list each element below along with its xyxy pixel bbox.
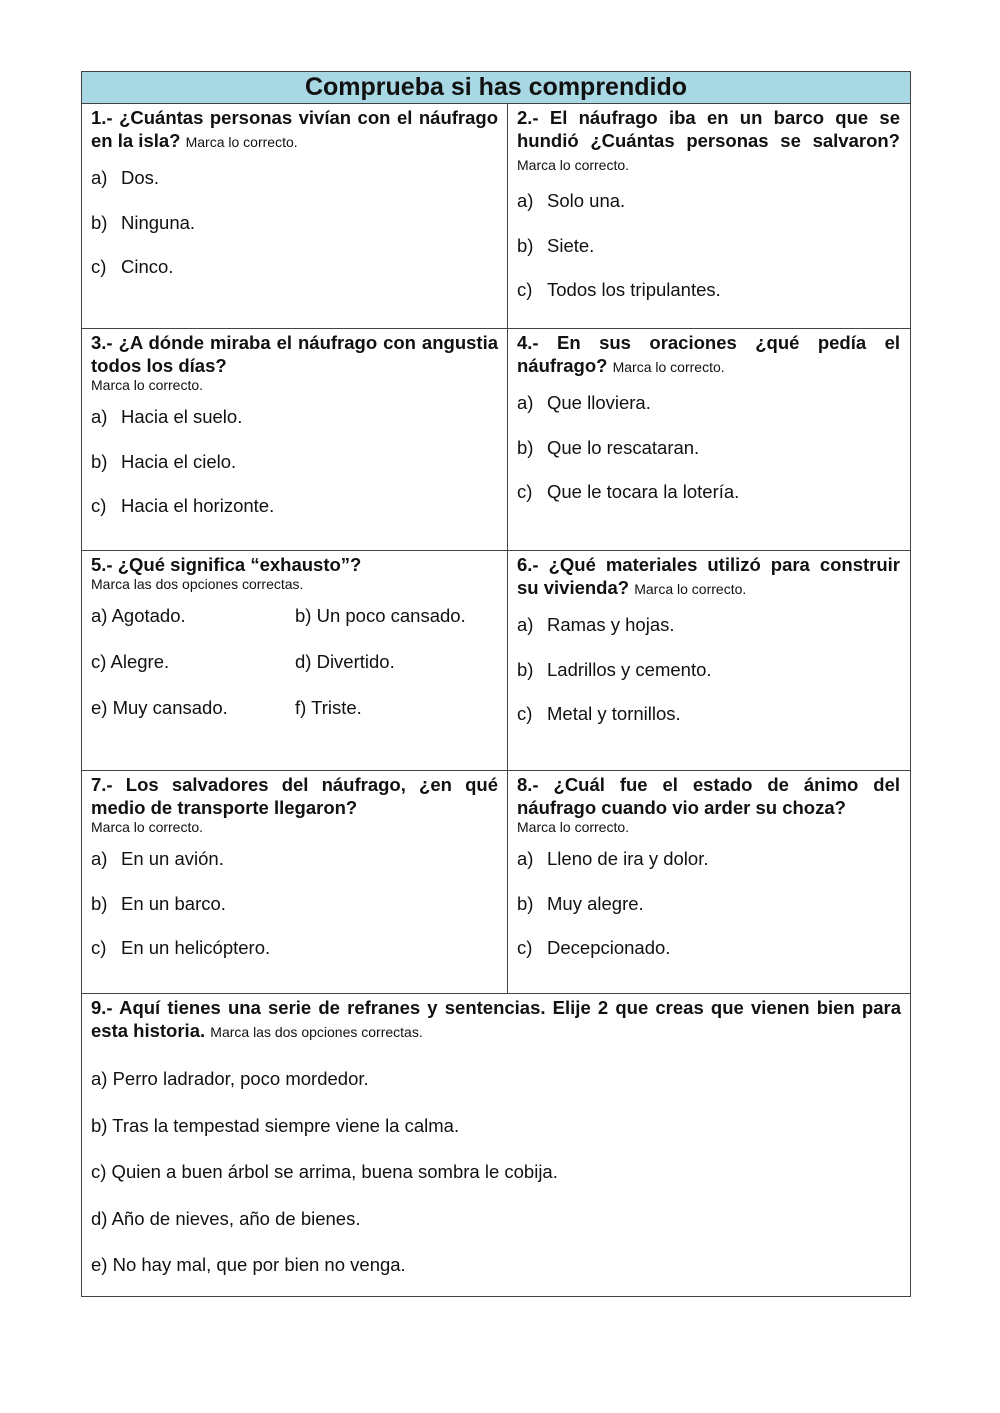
option-c[interactable]: c) En un helicóptero. bbox=[91, 937, 271, 958]
question-7 bbox=[82, 771, 508, 993]
question-8 bbox=[508, 771, 909, 993]
option-c[interactable]: c) Todos los tripulantes. bbox=[517, 279, 721, 300]
option-e[interactable]: e) No hay mal, que por bien no venga. bbox=[91, 1254, 406, 1275]
question-4 bbox=[508, 329, 909, 550]
option-list bbox=[517, 614, 900, 725]
option-f[interactable]: f) Triste. bbox=[295, 697, 362, 718]
option-d[interactable]: d) Divertido. bbox=[295, 651, 395, 672]
question-2 bbox=[508, 104, 909, 328]
proverb-list bbox=[91, 1068, 901, 1276]
question-note: Marca lo correcto. bbox=[91, 377, 204, 393]
option-c[interactable]: c) Quien a buen árbol se arrima, buena sombra le cobija. bbox=[91, 1161, 558, 1182]
question-row-4 bbox=[82, 771, 910, 994]
option-a[interactable]: a) Lleno de ira y dolor. bbox=[517, 848, 709, 869]
question-5 bbox=[82, 551, 508, 770]
worksheet bbox=[81, 71, 911, 1297]
option-c[interactable]: c) Alegre. bbox=[91, 651, 170, 672]
question-text: 3.- ¿A dónde miraba el náufrago con angustia todos los días? bbox=[91, 332, 499, 376]
option-c[interactable]: c) Decepcionado. bbox=[517, 937, 671, 958]
question-note: Marca lo correcto. bbox=[91, 819, 204, 835]
option-a[interactable]: a) Solo una. bbox=[517, 190, 626, 211]
option-e[interactable]: e) Muy cansado. bbox=[91, 697, 228, 718]
question-note: Marca lo correcto. bbox=[517, 819, 630, 835]
option-list bbox=[517, 190, 900, 301]
option-c[interactable]: c) Cinco. bbox=[91, 256, 174, 277]
worksheet-title: Comprueba si has comprendido bbox=[82, 72, 910, 104]
option-c[interactable]: c) Hacia el horizonte. bbox=[91, 495, 275, 516]
option-a[interactable]: a) En un avión. bbox=[91, 848, 224, 869]
question-9 bbox=[82, 994, 910, 1296]
option-a[interactable]: a) Dos. bbox=[91, 167, 160, 188]
question-6 bbox=[508, 551, 909, 770]
option-list bbox=[91, 848, 498, 959]
question-text: 7.- Los salvadores del náufrago, ¿en qué medio de transporte llegaron? bbox=[91, 774, 499, 818]
question-row-3 bbox=[82, 551, 910, 771]
question-3 bbox=[82, 329, 508, 550]
option-b[interactable]: b) Siete. bbox=[517, 234, 595, 256]
option-b[interactable]: b) Ladrillos y cemento. bbox=[517, 658, 712, 680]
option-c[interactable]: c) Metal y tornillos. bbox=[517, 703, 681, 724]
question-text: 5.- ¿Qué significa “exhausto”? bbox=[91, 554, 362, 575]
option-list bbox=[91, 406, 498, 517]
option-b[interactable]: b) Un poco cansado. bbox=[295, 605, 466, 626]
question-text: 2.- El náufrago iba en un barco que se hundió ¿Cuántas personas se salvaron? Marca lo correcto. bbox=[517, 107, 901, 173]
option-b[interactable]: b) En un barco. bbox=[91, 892, 226, 914]
option-list bbox=[91, 167, 498, 278]
question-text: 9.- Aquí tienes una serie de refranes y sentencias. Elije 2 que creas que vienen bien para esta historia. Marca las dos opciones correctas. bbox=[91, 997, 901, 1041]
question-1 bbox=[82, 104, 508, 328]
option-list bbox=[517, 392, 900, 503]
option-a[interactable]: a) Que lloviera. bbox=[517, 392, 651, 413]
question-text: 1.- ¿Cuántas personas vivían con el náufrago en la isla? Marca lo correcto. bbox=[91, 107, 499, 151]
question-text: 6.- ¿Qué materiales utilizó para construir su vivienda? Marca lo correcto. bbox=[517, 554, 901, 598]
option-grid bbox=[91, 605, 498, 719]
option-b[interactable]: b) Muy alegre. bbox=[517, 892, 644, 914]
option-b[interactable]: b) Ninguna. bbox=[91, 211, 196, 233]
option-a[interactable]: a) Ramas y hojas. bbox=[517, 614, 675, 635]
question-row-5 bbox=[82, 994, 910, 1296]
option-b[interactable]: b) Tras la tempestad siempre viene la calma. bbox=[91, 1114, 460, 1136]
question-text: 4.- En sus oraciones ¿qué pedía el náufrago? Marca lo correcto. bbox=[517, 332, 901, 376]
option-a[interactable]: a) Perro ladrador, poco mordedor. bbox=[91, 1068, 369, 1089]
option-c[interactable]: c) Que le tocara la lotería. bbox=[517, 481, 740, 502]
option-b[interactable]: b) Hacia el cielo. bbox=[91, 450, 237, 472]
question-note: Marca las dos opciones correctas. bbox=[91, 576, 304, 592]
option-list bbox=[517, 848, 900, 959]
option-a[interactable]: a) Hacia el suelo. bbox=[91, 406, 243, 427]
question-row-2 bbox=[82, 329, 910, 551]
option-a[interactable]: a) Agotado. bbox=[91, 605, 186, 626]
question-text: 8.- ¿Cuál fue el estado de ánimo del náufrago cuando vio arder su choza? bbox=[517, 774, 900, 818]
question-row-1 bbox=[82, 104, 910, 329]
option-b[interactable]: b) Que lo rescataran. bbox=[517, 436, 700, 458]
option-d[interactable]: d) Año de nieves, año de bienes. bbox=[91, 1207, 361, 1229]
